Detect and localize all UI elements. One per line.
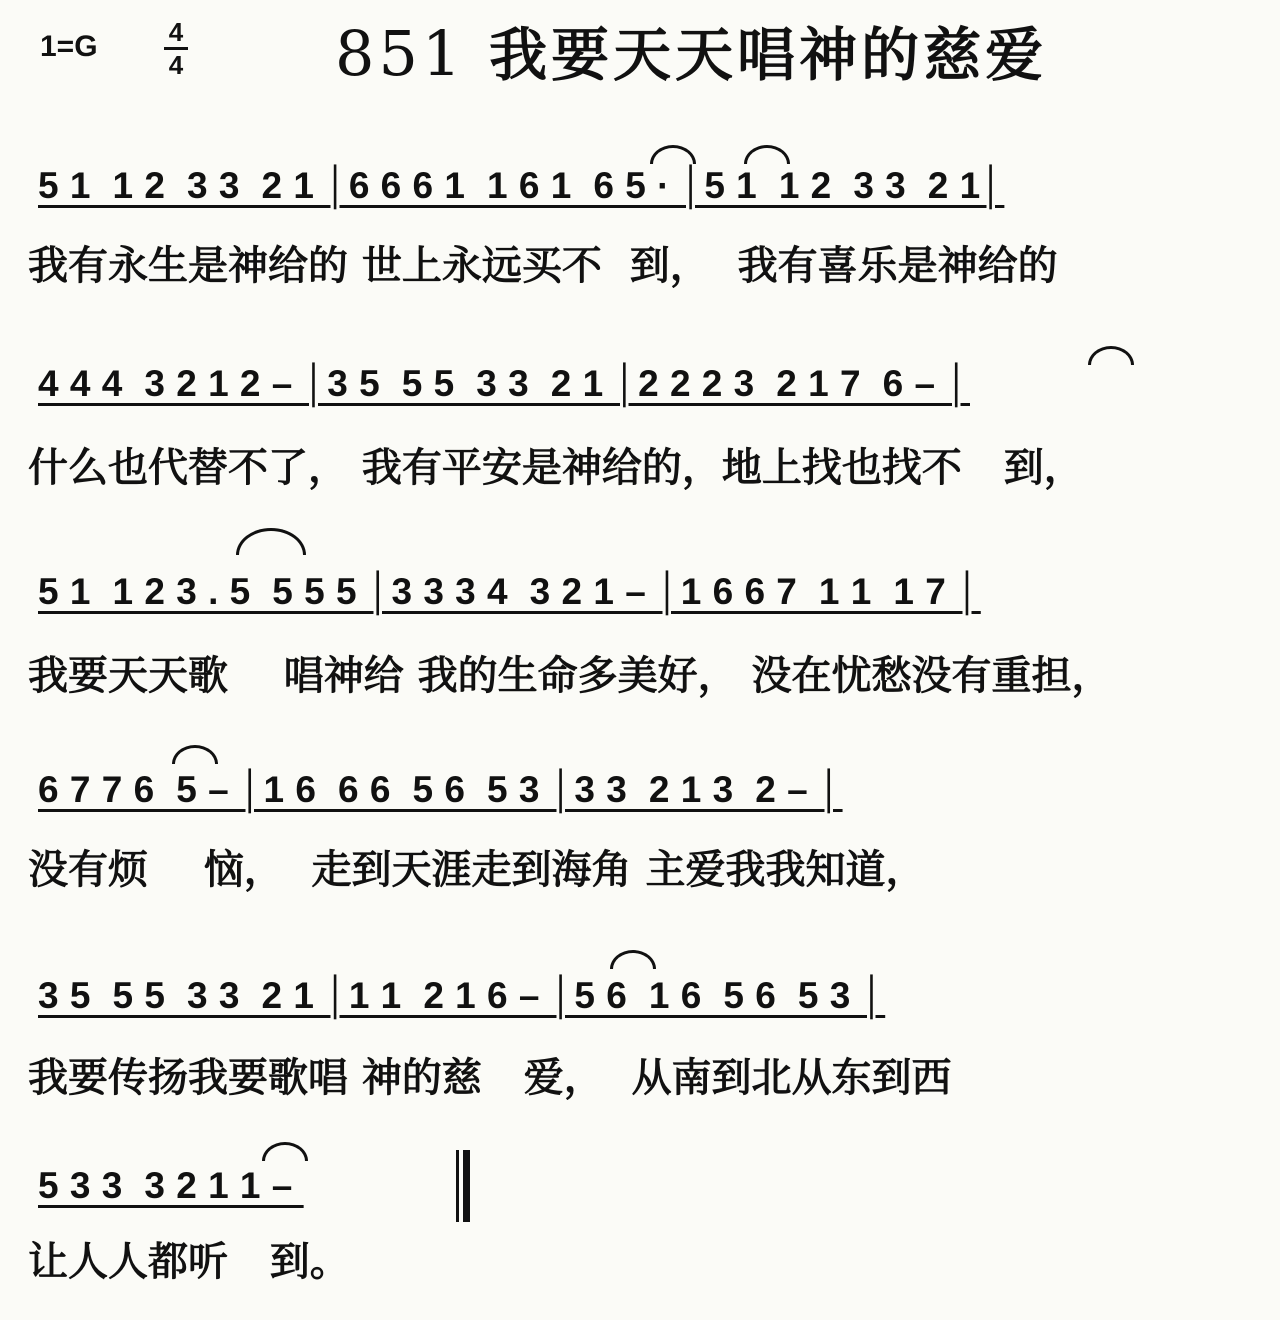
- notation-line-2: 4 4 4 3 2 1 2 – │3 5 5 5 3 3 2 1 │2 2 2 3 2 1 7 6 – │: [38, 363, 970, 404]
- slur-mark: [744, 145, 790, 164]
- slur-mark: [610, 950, 656, 969]
- key-signature: 1=G: [40, 30, 98, 63]
- notation-line-4: 6 7 7 6 5 – │1 6 6 6 5 6 5 3 │3 3 2 1 3 2 – │: [38, 769, 843, 810]
- slur-mark: [172, 745, 218, 764]
- lyrics-line-1: 我有永生是神给的 世上永远买不 到， 我有喜乐是神给的: [28, 244, 1058, 288]
- final-barline: [456, 1150, 470, 1222]
- slur-mark: [1088, 346, 1134, 365]
- hymn-title: 我要天天唱神的慈爱: [489, 21, 1048, 89]
- time-signature-top: 4: [168, 17, 184, 47]
- slur-mark: [650, 145, 696, 164]
- lyrics-line-5: 我要传扬我要歌唱 神的慈 爱， 从南到北从东到西: [28, 1056, 952, 1100]
- lyrics-line-2: 什么也代替不了， 我有平安是神给的，地上找也找不 到，: [28, 446, 1084, 490]
- hymn-number: 851: [335, 17, 466, 90]
- song-title: [335, 8, 1047, 92]
- slur-mark: [236, 528, 306, 555]
- notation-line-1: 5 1 1 2 3 3 2 1 │6 6 6 1 1 6 1 6 5 · │5 1 1 2 3 3 2 1│: [38, 165, 1005, 206]
- lyrics-line-4: 没有烦 恼， 走到天涯走到海角 主爱我我知道，: [28, 848, 926, 892]
- notation-line-3: 5 1 1 2 3 . 5 5 5 5 │3 3 3 4 3 2 1 – │1 6 6 7 1 1 1 7 │: [38, 571, 981, 612]
- time-signature-bottom: 4: [168, 50, 184, 80]
- lyrics-line-6: 让人人都听 到。: [28, 1240, 350, 1284]
- notation-line-6: 5 3 3 3 2 1 1 –: [38, 1165, 304, 1206]
- slur-mark: [262, 1142, 308, 1161]
- lyrics-line-3: 我要天天歌 唱神给 我的生命多美好， 没在忧愁没有重担，: [28, 654, 1112, 698]
- time-signature: [160, 18, 192, 79]
- notation-line-5: 3 5 5 5 3 3 2 1 │1 1 2 1 6 – │5 6 1 6 5 6 5 3 │: [38, 975, 886, 1016]
